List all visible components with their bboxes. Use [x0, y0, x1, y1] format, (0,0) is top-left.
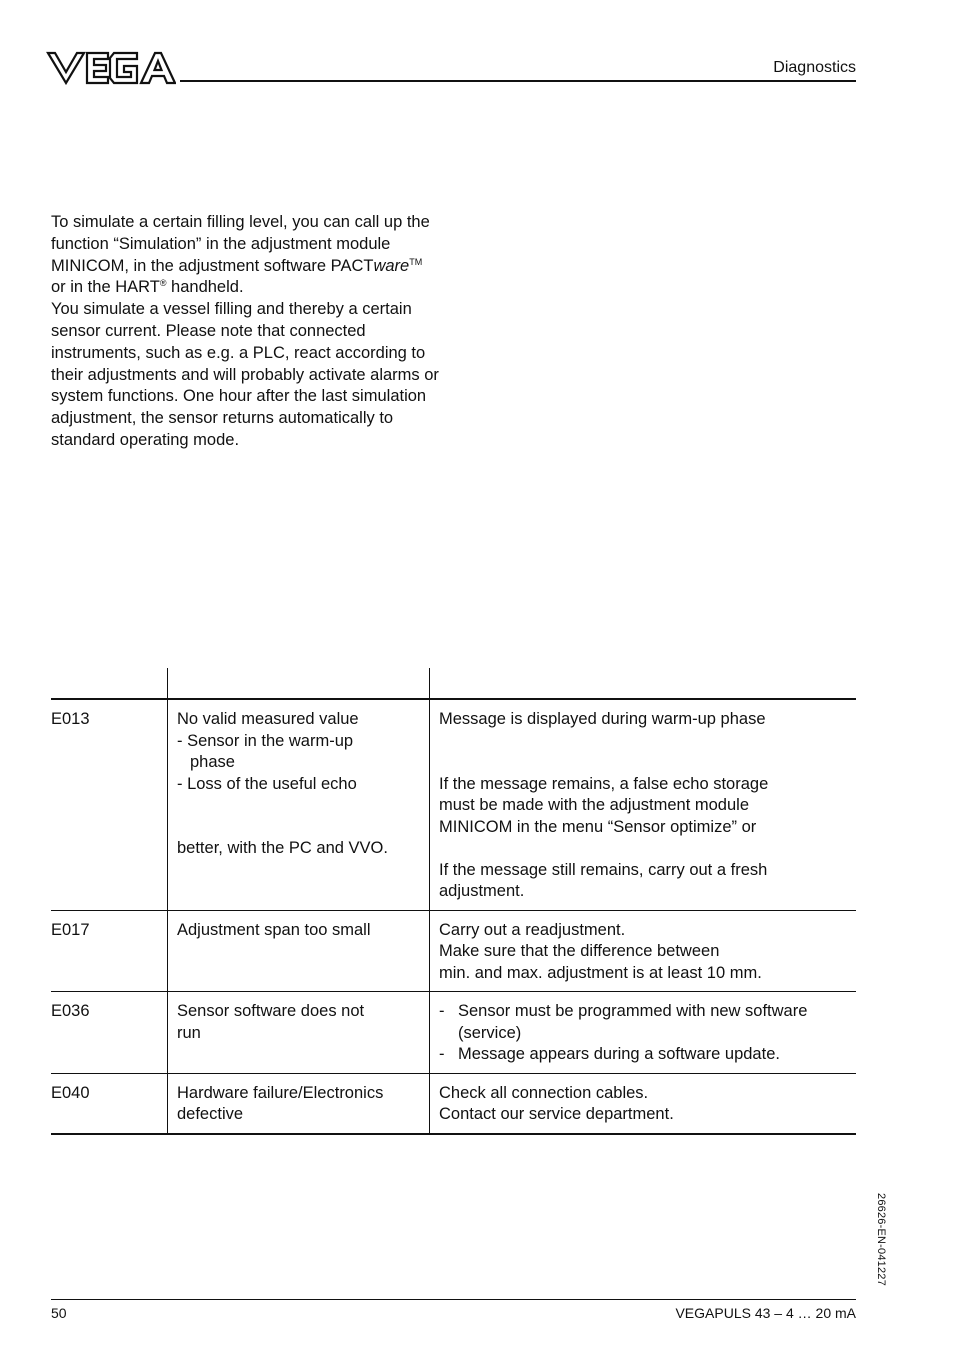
header-cell-code [51, 668, 168, 699]
list-item: - Sensor must be programmed with new software (service) [439, 1002, 808, 1042]
table-row [51, 699, 856, 910]
error-code: E017 [51, 910, 168, 992]
product-name: VEGAPULS 43 – 4 … 20 mA [675, 1305, 856, 1321]
section-title: Diagnostics [773, 59, 856, 76]
error-rectification: Check all connection cables. Contact our service department. [430, 1073, 857, 1134]
table-row [51, 910, 856, 992]
error-code: E013 [51, 699, 168, 910]
error-rectification: Carry out a readjustment. Make sure that the difference between min. and max. adjustment is at least 10 mm. [430, 910, 857, 992]
list-item: - Message appears during a software update. [439, 1045, 780, 1063]
error-code: E040 [51, 1073, 168, 1134]
header-rule [180, 80, 856, 82]
table-header-row [51, 668, 856, 699]
header-cell-rectification [430, 668, 857, 699]
error-messages-table [51, 668, 856, 1135]
vega-logo [46, 50, 176, 86]
error-message: No valid measured value - Sensor in the warm-up phase - Loss of the useful echo better, with the PC and VVO. [168, 699, 430, 910]
table-row [51, 1073, 856, 1134]
error-rectification [430, 992, 857, 1074]
error-code: E036 [51, 992, 168, 1074]
header-cell-message [168, 668, 430, 699]
error-message: Adjustment span too small [168, 910, 430, 992]
document-id: 26626-EN-041227 [875, 1193, 887, 1286]
footer-rule [51, 1299, 856, 1300]
simulation-paragraph: To simulate a certain filling level, you can call up the function “Simulation” in the adjustment module MINICOM, in the adjustment software PACTware™ or in the HART® handheld. You simulate a vessel filling and thereby a certain sensor current. Please note that connected instruments, such as e.g. a PLC, react according to their adjustments and will probably activate alarms or system functions. One hour after the last simulation adjustment, the sensor returns automatically to standard operating mode. [51, 213, 439, 449]
error-rectification: Message is displayed during warm-up phase If the message remains, a false echo storage must be made with the adjustment module MINICOM in the menu “Sensor optimize” or If the message still remains, carry out a fresh adjustment. [430, 699, 857, 910]
table-row [51, 992, 856, 1074]
page-number: 50 [51, 1305, 67, 1321]
error-message: Sensor software does not run [168, 992, 430, 1074]
error-message: Hardware failure/Electronics defective [168, 1073, 430, 1134]
